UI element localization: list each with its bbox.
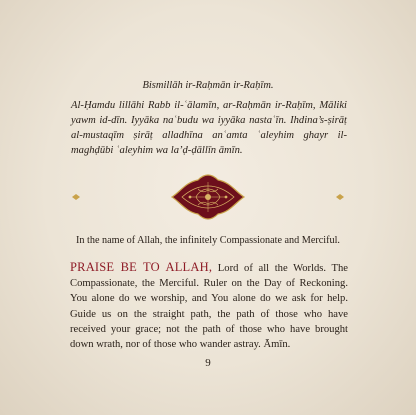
transliteration-paragraph: Al-Ḥamdu lillāhi Rabb il-ʿālamīn, ar-Raḥmān ir-Raḥīm, Māliki yawm id-dīn. Iyyāka naʿbudu wa iyyāka nastaʿīn. Ihdina’s-ṣirāṭ al-mustaqīm ṣirāṭ alladhīna anʿamta ʿaleyhim ghayr il-maghḍūbi ʿaleyhim wa la’ḍ-ḍāllīn āmīn. bbox=[71, 100, 347, 156]
paragraph-text: Lord of all the Worlds. The Compassionate, the Merciful. Ruler on the Day of Reckoning. You alone do we worship, and You alone do we ask for help. Guide us on the straight path, the path of those who have received your grace; not the path of those who have brought down wrath, nor of those who wander astray. Āmīn. bbox=[70, 263, 348, 351]
page-number: 9 bbox=[205, 357, 211, 369]
basmala-heading: Bismillāh ir-Raḥmān ir-Raḥīm. bbox=[142, 80, 274, 91]
translation-caption: In the name of Allah, the infinitely Compassionate and Merciful. bbox=[76, 235, 340, 246]
translation-paragraph bbox=[70, 260, 348, 352]
paragraph-lead: PRAISE BE TO ALLAH, bbox=[70, 260, 213, 274]
arabesque-medallion-icon bbox=[0, 172, 416, 222]
